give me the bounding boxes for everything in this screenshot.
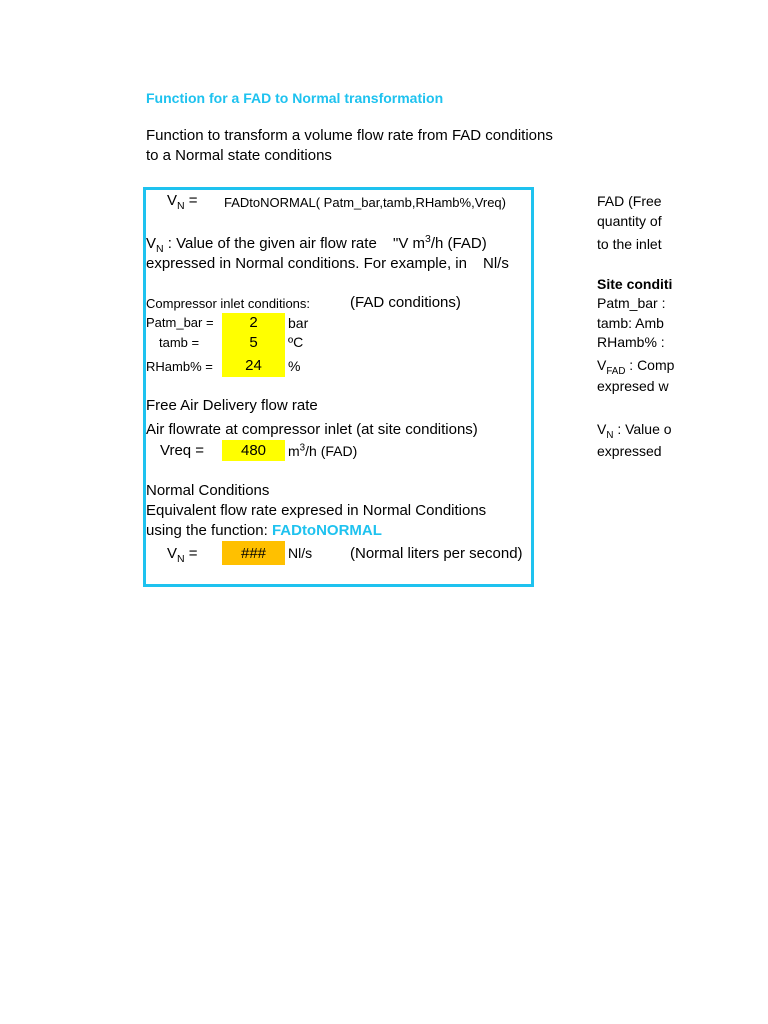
result-note: (Normal liters per second) — [350, 545, 523, 562]
side-line-6: RHamb% : — [597, 334, 665, 350]
vreq-unit: $m^3/h$ (FAD) — [288, 442, 358, 459]
patm-label: Patm_bar = — [146, 315, 214, 330]
side-line-9: $V_N$ : Value o — [597, 421, 672, 441]
description-line-2: expressed in Normal conditions. For example, in — [146, 255, 467, 272]
side-line-4: Patm_bar : — [597, 295, 666, 311]
formula-symbol: $V_N$ = — [167, 192, 198, 212]
normal-line-1: Equivalent flow rate expresed in Normal Conditions — [146, 502, 487, 519]
tamb-label: tamb = — [159, 335, 200, 350]
side-line-10: expressed — [597, 443, 662, 459]
side-heading: Site conditi — [597, 276, 673, 292]
tamb-unit: ºC — [288, 334, 304, 350]
description-line-1: $V_N$ : Value of the given air flow rate — [146, 235, 377, 255]
rhamb-label: RHamb% = — [146, 359, 213, 374]
page-title: Function for a FAD to Normal transformation — [146, 90, 444, 106]
normal-heading: Normal Conditions — [146, 482, 270, 499]
inlet-heading: Compressor inlet conditions: — [146, 296, 311, 311]
patm-input[interactable]: 2 — [222, 313, 285, 332]
patm-unit: bar — [288, 315, 309, 331]
result-symbol: $V_N$ = — [167, 545, 198, 565]
function-name: FADtoNORMAL — [271, 522, 382, 539]
intro-line-1: Function to transform a volume flow rate from FAD conditions — [146, 127, 553, 144]
description-line-2-unit: Nl/s — [483, 255, 509, 272]
tamb-input[interactable]: 5 — [222, 332, 285, 352]
rhamb-unit: % — [288, 358, 301, 374]
vreq-input[interactable]: 480 — [222, 440, 285, 461]
side-notes — [597, 188, 675, 468]
side-line-8: expresed w — [597, 378, 669, 394]
side-line-3: to the inlet — [597, 236, 662, 252]
result-output[interactable]: ### — [222, 541, 285, 565]
rhamb-input[interactable]: 24 — [222, 352, 285, 377]
description-unit: "V $m^3/h$ (FAD) — [393, 233, 487, 252]
vreq-label: Vreq = — [160, 442, 205, 459]
intro-line-2: to a Normal state conditions — [146, 147, 332, 164]
formula-expression: FADtoNORMAL( Patm_bar,tamb,RHamb%,Vreq) — [224, 195, 506, 210]
side-line-1: FAD (Free — [597, 193, 662, 209]
inlet-heading-note: (FAD conditions) — [350, 294, 461, 311]
side-line-5: tamb: Amb — [597, 315, 664, 331]
fad-heading: Free Air Delivery flow rate — [146, 397, 318, 414]
result-unit: Nl/s — [288, 545, 313, 561]
normal-line-2: using the function: FADtoNORMAL — [146, 522, 382, 539]
side-line-2: quantity of — [597, 213, 662, 229]
fad-subheading: Air flowrate at compressor inlet (at site conditions) — [146, 421, 478, 438]
side-line-7: $V_{FAD}$ : Comp — [597, 357, 675, 377]
